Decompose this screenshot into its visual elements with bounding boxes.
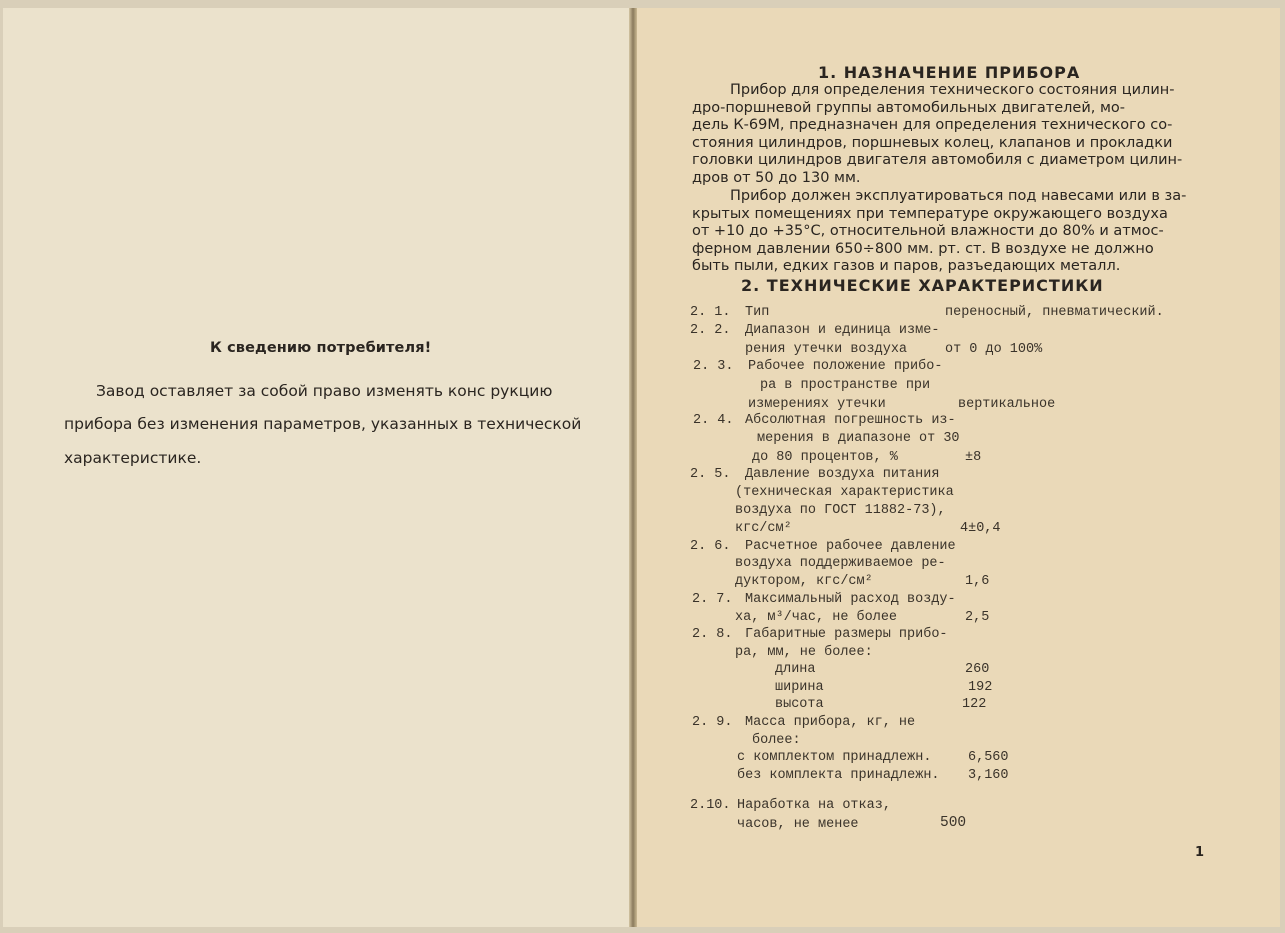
spec-value: 3,160 (968, 768, 1009, 783)
spec-label: ха, м³/час, не более (735, 610, 898, 625)
spec-value: переносный, пневматический. (945, 305, 1164, 320)
spec-value: вертикальное (958, 397, 1056, 412)
spec-label: кгс/см² (735, 521, 792, 536)
spec-label: (техническая характеристика (735, 485, 954, 500)
spec-label: длина (775, 662, 816, 677)
spec-label: Диапазон и единица изме- (745, 323, 940, 338)
spec-number: 2. 5. (690, 467, 731, 482)
spec-label: Абсолютная погрешность из- (745, 413, 956, 428)
purpose-paragraph (692, 82, 1204, 188)
spec-number: 2. 8. (692, 627, 733, 642)
book-spine (629, 8, 637, 927)
spec-number: 2.10. (690, 798, 731, 813)
spec-value: 6,560 (968, 750, 1009, 765)
spec-label: Давление воздуха питания (745, 467, 940, 482)
spec-label: Масса прибора, кг, не (745, 715, 916, 730)
page-number: 1 (1195, 845, 1205, 860)
spec-label: воздуха поддерживаемое ре- (735, 556, 946, 571)
spec-value: 260 (965, 662, 990, 677)
text-line: быть пыли, едких газов и паров, разъедающих металл. (692, 258, 1121, 275)
spec-label: рения утечки воздуха (745, 342, 908, 357)
text-line: от +10 до +35°С, относительной влажности до 80% и атмос- (692, 223, 1164, 240)
spec-label: Габаритные размеры прибо- (745, 627, 948, 642)
spec-label: измерениях утечки (748, 397, 886, 412)
spec-value: ±8 (965, 450, 982, 465)
notice-line: Завод оставляет за собой право изменять конс рукцию (96, 382, 553, 400)
text-line: крытых помещениях при температуре окружающего воздуха (692, 205, 1168, 222)
left-page (3, 8, 631, 927)
spec-value: от 0 до 100% (945, 342, 1043, 357)
text-line: Прибор должен эксплуатироваться под навесами или в за- (730, 188, 1187, 204)
spec-label: ра, мм, не более: (735, 645, 873, 660)
spec-label: дуктором, кгс/см² (735, 574, 873, 589)
spec-label: мерения в диапазоне от 30 (757, 431, 960, 446)
notice-line: характеристике. (64, 449, 202, 467)
spec-number: 2. 7. (692, 592, 733, 607)
spec-label: без комплекта принадлежн. (737, 768, 940, 783)
spec-label: высота (775, 697, 824, 712)
text-line: ферном давлении 650÷800 мм. рт. ст. В воздухе не должно (692, 240, 1154, 257)
spec-number: 2. 6. (690, 539, 731, 554)
spec-label: Наработка на отказ, (737, 798, 891, 813)
spec-number: 2. 2. (690, 323, 731, 338)
text-line: дров от 50 до 130 мм. (692, 169, 861, 186)
text-line: головки цилиндров двигателя автомобиля с диаметром цилин- (692, 152, 1183, 169)
spec-value: 2,5 (965, 610, 990, 625)
spec-label: с комплектом принадлежн. (737, 750, 932, 765)
spec-label: часов, не менее (737, 817, 859, 832)
spec-value: 192 (968, 680, 993, 695)
conditions-paragraph (692, 188, 1204, 276)
text-line: дель К-69М, предназначен для определения технического со- (692, 117, 1173, 134)
text-line: Прибор для определения технического состояния цилин- (730, 82, 1175, 98)
text-line: дро-поршневой группы автомобильных двигателей, мо- (692, 99, 1126, 116)
spec-label: до 80 процентов, % (752, 450, 898, 465)
spec-number: 2. 1. (690, 305, 731, 320)
spec-label: ширина (775, 680, 824, 695)
section-title-purpose: 1. НАЗНАЧЕНИЕ ПРИБОРА (818, 63, 1081, 82)
spec-label: Тип (745, 305, 770, 320)
spec-label: ра в пространстве при (760, 378, 931, 393)
notice-heading: К сведению потребителя! (210, 340, 432, 356)
spec-value: 500 (940, 815, 967, 831)
spec-label: Расчетное рабочее давление (745, 539, 956, 554)
spec-label: более: (752, 733, 801, 748)
spec-label: воздуха по ГОСТ 11882-73), (735, 503, 946, 518)
spec-label: Рабочее положение прибо- (748, 359, 943, 374)
notice-line: прибора без изменения параметров, указанных в технической (64, 415, 582, 433)
spec-value: 4±0,4 (960, 521, 1001, 536)
spec-number: 2. 4. (693, 413, 734, 428)
section-title-specs: 2. ТЕХНИЧЕСКИЕ ХАРАКТЕРИСТИКИ (741, 276, 1104, 295)
spec-label: Максимальный расход возду- (745, 592, 956, 607)
text-line: стояния цилиндров, поршневых колец, клапанов и прокладки (692, 134, 1173, 151)
spec-value: 1,6 (965, 574, 990, 589)
spec-value: 122 (962, 697, 987, 712)
spec-number: 2. 9. (692, 715, 733, 730)
spec-number: 2. 3. (693, 359, 734, 374)
